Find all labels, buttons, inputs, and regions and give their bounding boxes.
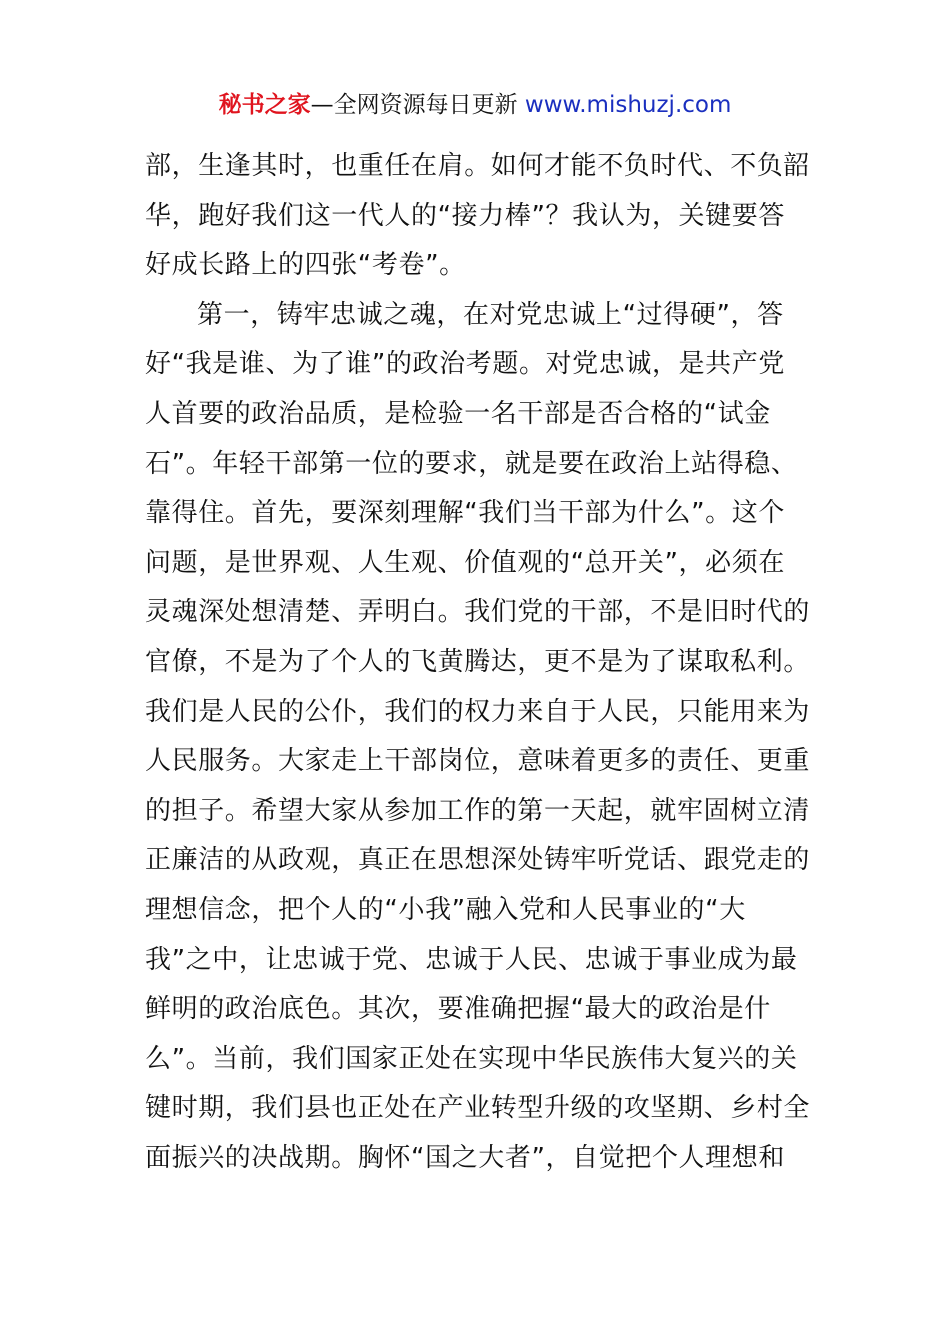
text-line: 华，跑好我们这一代人的“接力棒”？我认为，关键要答	[145, 200, 785, 231]
text-line: 我们是人民的公仆，我们的权力来自于人民，只能用来为	[145, 696, 811, 727]
site-header	[0, 88, 950, 122]
text-line: 好“我是谁、为了谁”的政治考题。对党忠诚，是共产党	[145, 349, 785, 380]
text-line: 官僚，不是为了个人的飞黄腾达，更不是为了谋取私利。	[145, 646, 811, 677]
site-url-link[interactable]: www.mishuzj.com	[524, 92, 732, 118]
text-line: 人民服务。大家走上干部岗位，意味着更多的责任、更重	[145, 746, 811, 777]
text-line: 面振兴的决战期。胸怀“国之大者”，自觉把个人理想和	[145, 1142, 785, 1173]
document-body	[145, 142, 815, 1183]
text-line: 理想信念，把个人的“小我”融入党和人民事业的“大	[145, 894, 746, 925]
site-tagline: —全网资源每日更新	[310, 92, 525, 118]
site-brand: 秘书之家	[218, 92, 311, 118]
text-line: 人首要的政治品质，是检验一名干部是否合格的“试金	[145, 398, 771, 429]
text-line: 的担子。希望大家从参加工作的第一天起，就牢固树立清	[145, 795, 811, 826]
paragraph-first-line: 第一，铸牢忠诚之魂，在对党忠诚上“过得硬”，答	[197, 299, 784, 330]
text-line: 么”。当前，我们国家正处在实现中华民族伟大复兴的关	[145, 1043, 798, 1074]
text-line: 灵魂深处想清楚、弄明白。我们党的干部，不是旧时代的	[145, 597, 811, 628]
text-line: 靠得住。首先，要深刻理解“我们当干部为什么”。这个	[145, 498, 785, 529]
text-line: 正廉洁的从政观，真正在思想深处铸牢听党话、跟党走的	[145, 845, 811, 876]
text-line: 好成长路上的四张“考卷”。	[145, 250, 466, 281]
text-line: 我”之中，让忠诚于党、忠诚于人民、忠诚于事业成为最	[145, 944, 798, 975]
text-line: 部，生逢其时，也重任在肩。如何才能不负时代、不负韶	[145, 151, 811, 181]
text-line: 鲜明的政治底色。其次，要准确把握“最大的政治是什	[145, 994, 771, 1025]
text-line: 问题，是世界观、人生观、价值观的“总开关”，必须在	[145, 547, 785, 578]
text-line: 键时期，我们县也正处在产业转型升级的攻坚期、乡村全	[145, 1093, 811, 1124]
text-line: 石”。年轻干部第一位的要求，就是要在政治上站得稳、	[145, 448, 798, 479]
